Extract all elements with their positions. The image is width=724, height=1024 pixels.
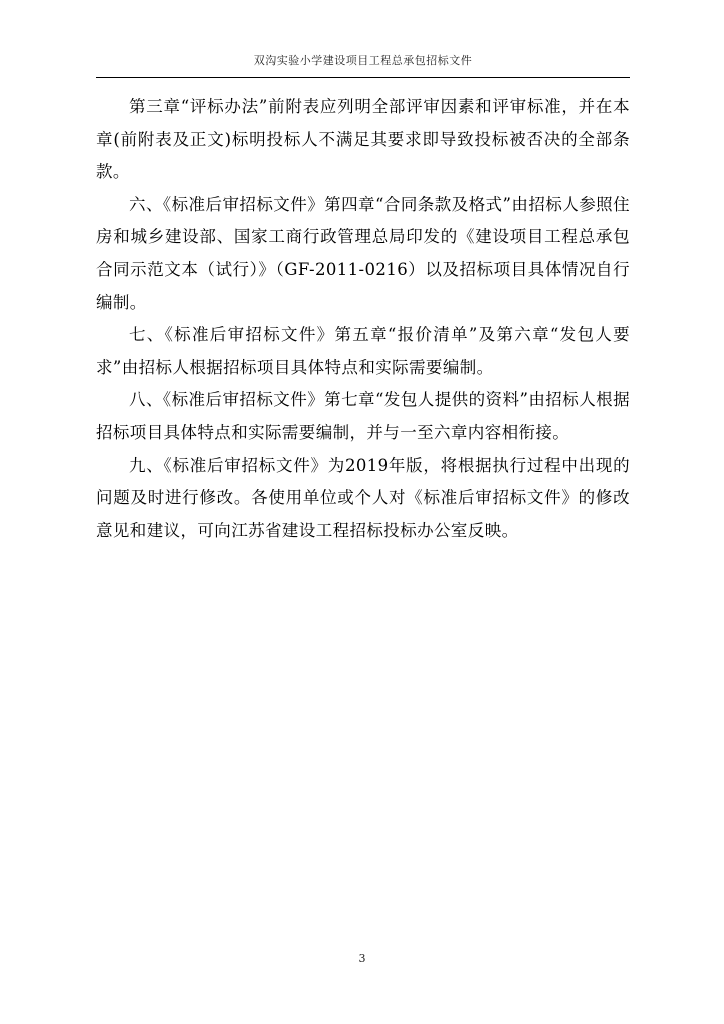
running-header: 双沟实验小学建设项目工程总承包招标文件 — [253, 54, 473, 67]
paragraph-item-eight: 八、《标准后审招标文件》第七章“发包人提供的资料”由招标人根据招标项目具体特点和实际需要编制，并与一至六章内容相衔接。 — [96, 390, 630, 442]
header-divider — [96, 77, 630, 78]
paragraph-item-nine: 九、《标准后审招标文件》为2019年版，将根据执行过程中出现的问题及时进行修改。各使用单位或个人对《标准后审招标文件》的修改意见和建议，可向江苏省建设工程招标投标办公室反映。 — [96, 455, 630, 540]
paragraph-item-seven: 七、《标准后审招标文件》第五章“报价清单”及第六章“发包人要求”由招标人根据招标项目具体特点和实际需要编制。 — [96, 325, 630, 377]
paragraph-chapter-three-note: 第三章“评标办法”前附表应列明全部评审因素和评审标准，并在本章(前附表及正文)标明投标人不满足其要求即导致投标被否决的全部条款。 — [96, 97, 630, 182]
document-body — [96, 91, 630, 547]
paragraph-item-six: 六、《标准后审招标文件》第四章“合同条款及格式”由招标人参照住房和城乡建设部、国家工商行政管理总局印发的《建设项目工程总承包合同示范文本（试行）》（GF-2011-0216）以及招标项目具体情况自行编制。 — [96, 194, 630, 312]
page-number: 3 — [358, 952, 366, 965]
